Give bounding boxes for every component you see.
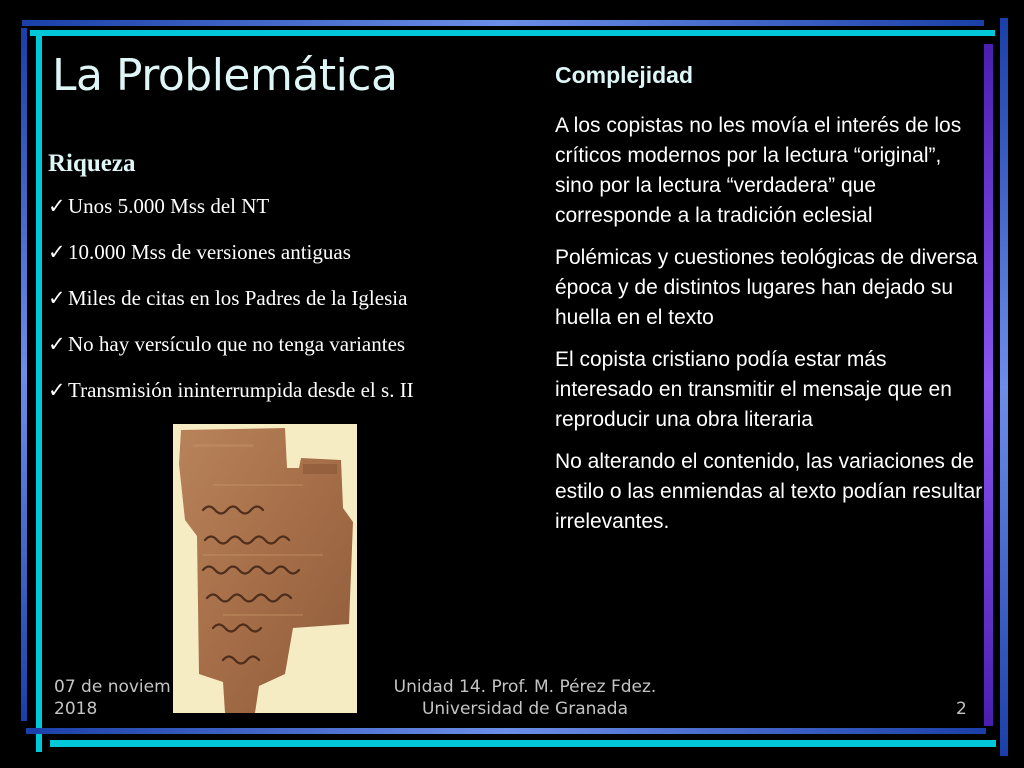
frame-top-bar-blue: [22, 20, 984, 26]
page-number: 2: [956, 699, 967, 719]
check-icon: ✓: [48, 194, 66, 218]
footer-credit: [360, 676, 690, 720]
complejidad-heading: Complejidad: [555, 62, 694, 88]
frame-right-bar-blue: [1000, 18, 1008, 756]
papyrus-fragment-image: [173, 424, 357, 713]
list-item-text: 10.000 Mss de versiones antiguas: [68, 240, 351, 264]
list-item-text: No hay versículo que no tenga variantes: [68, 332, 406, 356]
frame-bottom-bar-cyan: [50, 740, 996, 747]
complejidad-paragraph: El copista cristiano podía estar más interesado en transmitir el mensaje que en reproducir una obra literaria: [555, 348, 952, 431]
footer-date-line1: 07 de noviem: [54, 677, 171, 697]
check-icon: ✓: [48, 332, 66, 356]
frame-bottom-bar-blue: [26, 728, 986, 734]
complejidad-section: [555, 62, 985, 549]
list-item: [48, 194, 414, 218]
list-item-text: Miles de citas en los Padres de la Iglesia: [68, 286, 408, 310]
riqueza-list: [48, 194, 414, 402]
frame-top-bar-cyan: [30, 30, 995, 36]
list-item-text: Transmisión ininterrumpida desde el s. II: [68, 378, 414, 402]
footer-date-line2: 2018: [54, 699, 98, 719]
slide-title: La Problemática: [52, 50, 398, 101]
list-item-text: Unos 5.000 Mss del NT: [68, 194, 270, 218]
footer-credit-line2: Universidad de Granada: [421, 699, 629, 719]
check-icon: ✓: [48, 286, 66, 310]
complejidad-paragraph: No alterando el contenido, las variaciones de estilo o las enmiendas al texto podían resultar irrelevantes.: [555, 450, 983, 533]
footer-credit-line1: Unidad 14. Prof. M. Pérez Fdez.: [393, 677, 657, 697]
complejidad-paragraph: A los copistas no les movía el interés de los críticos modernos por la lectura “original”, sino por la lectura “verdadera” que corresponde a la tradición eclesial: [555, 114, 962, 227]
list-item: [48, 286, 414, 310]
riqueza-heading: Riqueza: [48, 150, 136, 177]
list-item: [48, 378, 414, 402]
complejidad-paragraph: Polémicas y cuestiones teológicas de diversa época y de distintos lugares han dejado su huella en el texto: [555, 246, 978, 329]
riqueza-section: [48, 150, 414, 424]
frame-right-bar-violet: [984, 44, 993, 726]
check-icon: ✓: [48, 378, 66, 402]
check-icon: ✓: [48, 240, 66, 264]
list-item: [48, 332, 414, 356]
footer-date: [54, 676, 171, 720]
frame-left-bar-blue: [21, 28, 27, 721]
frame-left-bar-cyan: [36, 30, 42, 752]
list-item: [48, 240, 414, 264]
